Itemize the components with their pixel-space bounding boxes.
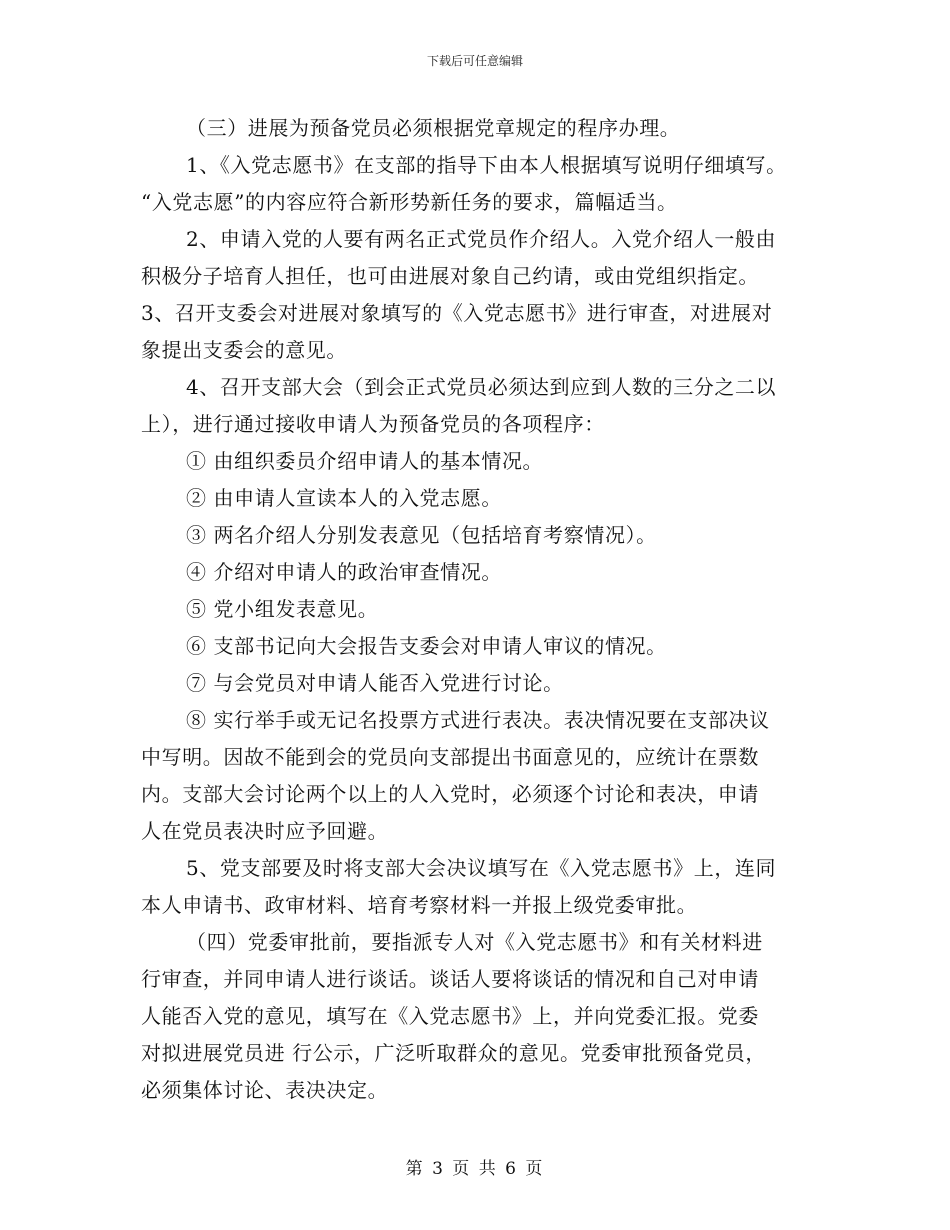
list-item: ⑥ 支部书记向大会报告支委会对申请人审议的情况。 [186,634,667,658]
text-line: 内。支部大会讨论两个以上的人入党时，必须逐个讨论和表决，申请 [141,782,759,806]
list-item: ③ 两名介绍人分别发表意见（包括培育考察情况）。 [186,523,657,547]
list-item: ④ 介绍对申请人的政治审查情况。 [186,560,502,584]
list-item: ⑧ 实行举手或无记名投票方式进行表决。表决情况要在支部决议 [186,708,770,732]
text-line: 中写明。因故不能到会的党员向支部提出书面意见的，应统计在票数 [141,745,759,769]
text-line: 3、召开支委会对进展对象填写的《入党志愿书》进行审查，对进展对 [141,301,773,325]
text-line: 本人申请书、政审材料、培育考察材料一并报上级党委审批。 [141,893,698,917]
text-line: （四）党委审批前，要指派专人对《入党志愿书》和有关材料进 [186,930,763,954]
page-footer: 第 3 页 共 6 页 [405,1159,545,1179]
list-item: ⑤ 党小组发表意见。 [186,597,379,621]
text-line: 人在党员表决时应予回避。 [141,819,389,843]
list-item: ⑦ 与会党员对申请人能否入党进行讨论。 [186,671,564,695]
text-line: 4、召开支部大会（到会正式党员必须达到应到人数的三分之二以 [186,375,777,399]
text-line: 积极分子培育人担任，也可由进展对象自己约请，或由党组织指定。 [141,264,759,288]
text-line: 5、党支部要及时将支部大会决议填写在《入党志愿书》上，连同 [186,856,777,880]
text-line: “入党志愿”的内容应符合新形势新任务的要求，篇幅适当。 [141,190,678,214]
text-line: 行审查，并同申请人进行谈话。谈话人要将谈话的情况和自己对申请 [141,967,759,991]
list-item: ① 由组织委员介绍申请人的基本情况。 [186,449,544,473]
page-header: 下载后可任意编辑 [426,54,523,68]
text-line: 上），进行通过接收申请人为预备党员的各项程序： [141,412,605,436]
text-line: 对拟进展党员进 行公示，广泛听取群众的意见。党委审批预备党员， [141,1041,766,1065]
text-line: 象提出支委会的意见。 [141,338,347,362]
text-line: 2、申请入党的人要有两名正式党员作介绍人。入党介绍人一般由 [186,227,777,251]
text-line: 必须集体讨论、表决决定。 [141,1078,389,1102]
text-line: 人能否入党的意见，填写在《入党志愿书》上，并向党委汇报。党委 [141,1004,759,1028]
text-line: 1、《入党志愿书》在支部的指导下由本人根据填写说明仔细填写。 [186,153,787,177]
list-item: ② 由申请人宣读本人的入党志愿。 [186,486,502,510]
text-line: （三）进展为预备党员必须根据党章规定的程序办理。 [186,116,681,140]
